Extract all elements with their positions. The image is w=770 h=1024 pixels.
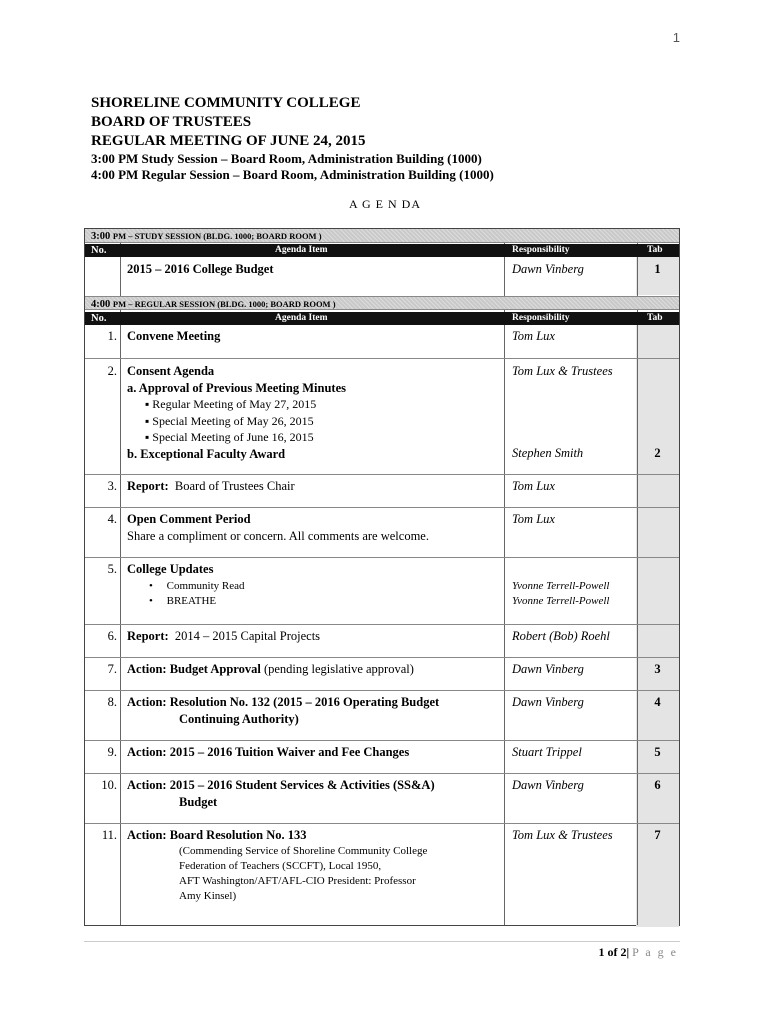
bullet-text: Community Read <box>166 579 245 592</box>
agenda-table <box>84 228 680 926</box>
item-text: Board of Trustees Chair <box>174 479 295 493</box>
agenda-item <box>127 511 497 544</box>
item-number: 5. <box>107 562 117 576</box>
agenda-item <box>127 561 497 609</box>
item-label: Action: Budget Approval <box>127 662 261 676</box>
item-text: (pending legislative approval) <box>263 662 414 676</box>
item-label: Report: <box>127 629 169 643</box>
col-no: No. <box>91 245 107 256</box>
col-agenda-item: Agenda Item <box>275 313 328 323</box>
item-number: 8. <box>107 695 117 709</box>
agenda-item <box>127 694 497 727</box>
item-title: Action: Board Resolution No. 133 <box>127 828 307 842</box>
agenda-item <box>127 661 497 678</box>
responsibility: Tom Lux <box>512 512 555 526</box>
table-row <box>85 823 679 928</box>
item-number: 6. <box>107 629 117 643</box>
regular-session-time: 4:00 PM Regular Session – Board Room, Administration Building (1000) <box>91 167 494 182</box>
page-label: P a g e <box>632 945 678 959</box>
item-number: 11. <box>101 828 117 842</box>
item-sub-b: b. Exceptional Faculty Award <box>127 446 286 461</box>
item-title: Action: Resolution No. 132 (2015 – 2016 Operating Budget <box>127 695 440 709</box>
bullet-item: ▪ Special Meeting of May 26, 2015 <box>145 413 314 428</box>
board-name: BOARD OF TRUSTEES <box>91 114 252 130</box>
agenda-item <box>127 777 497 810</box>
table-row <box>85 474 679 508</box>
study-column-headers <box>85 244 679 257</box>
responsibility: Dawn Vinberg <box>512 262 584 276</box>
table-row <box>85 740 679 774</box>
tab-number: 5 <box>654 745 661 759</box>
bullet-item: ▪ Regular Meeting of May 27, 2015 <box>145 397 317 411</box>
tab-number: 7 <box>654 828 661 842</box>
tab-number: 1 <box>654 262 661 276</box>
col-responsibility: Responsibility <box>512 313 570 323</box>
item-detail: Federation of Teachers (SCCFT), Local 1950, <box>179 859 382 872</box>
table-row <box>85 358 679 475</box>
tab-number: 6 <box>654 778 661 792</box>
tab-number: 2 <box>654 446 661 460</box>
agenda-item <box>127 628 497 645</box>
meeting-title: REGULAR MEETING OF JUNE 24, 2015 <box>91 133 366 149</box>
page-footer <box>598 945 678 960</box>
item-number: 4. <box>107 512 117 526</box>
responsibility: Yvonne Terrell-Powell <box>512 595 610 607</box>
page-count: 1 of 2 <box>598 945 627 959</box>
study-session-time: 3:00 PM Study Session – Board Room, Administration Building (1000) <box>91 151 482 166</box>
table-row <box>85 773 679 824</box>
item-label: Report: <box>127 479 169 493</box>
bullet-text: BREATHE <box>166 594 217 607</box>
regular-session-bar-time: 4:00 <box>91 299 111 310</box>
col-responsibility: Responsibility <box>512 245 570 255</box>
bullet-item: • BREATHE <box>149 594 217 607</box>
bullet-text: Special Meeting of May 26, 2015 <box>152 413 314 428</box>
table-row <box>85 690 679 741</box>
responsibility: Tom Lux & Trustees <box>512 828 613 842</box>
col-tab: Tab <box>647 245 663 255</box>
agenda-item <box>127 827 497 904</box>
item-number: 10. <box>101 778 117 792</box>
responsibility: Tom Lux & Trustees <box>512 364 613 378</box>
responsibility: Dawn Vinberg <box>512 778 584 792</box>
study-session-bar <box>85 229 679 243</box>
item-title: Action: 2015 – 2016 Student Services & Activities (SS&A) <box>127 778 435 792</box>
agenda-item: 2015 – 2016 College Budget <box>127 262 274 276</box>
responsibility: Stephen Smith <box>512 446 584 460</box>
tab-number: 3 <box>654 662 661 676</box>
agenda-item <box>127 363 497 462</box>
item-detail: (Commending Service of Shoreline Community College <box>179 844 428 857</box>
document-header <box>91 94 494 183</box>
table-row <box>85 257 679 295</box>
item-title: College Updates <box>127 562 214 576</box>
item-number: 9. <box>107 745 117 759</box>
regular-column-headers <box>85 312 679 325</box>
item-number: 1. <box>107 329 117 343</box>
bullet-text: Regular Meeting of May 27, 2015 <box>152 397 317 411</box>
page-number: 1 <box>672 30 680 45</box>
responsibility: Dawn Vinberg <box>512 662 584 676</box>
bullet-item: • Community Read <box>149 579 245 592</box>
item-text: 2014 – 2015 Capital Projects <box>174 629 321 643</box>
table-row <box>85 657 679 691</box>
agenda-item: Convene Meeting <box>127 329 221 343</box>
college-name: SHORELINE COMMUNITY COLLEGE <box>91 95 361 111</box>
item-title-continued: Budget <box>179 794 218 809</box>
responsibility: Yvonne Terrell-Powell <box>512 580 610 592</box>
footer-divider <box>84 941 680 942</box>
col-no: No. <box>91 313 107 324</box>
responsibility: Dawn Vinberg <box>512 695 584 709</box>
item-number: 2. <box>107 364 117 378</box>
tab-number: 4 <box>654 695 661 709</box>
table-row <box>85 507 679 558</box>
item-number: 7. <box>107 662 117 676</box>
item-title: Consent Agenda <box>127 364 215 378</box>
study-session-bar-label: PM – STUDY SESSION (BLDG. 1000; BOARD ROOM ) <box>112 231 322 241</box>
item-title-continued: Continuing Authority) <box>179 711 299 726</box>
responsibility: Robert (Bob) Roehl <box>512 629 610 643</box>
regular-session-bar-label: PM – REGULAR SESSION (BLDG. 1000; BOARD ROOM ) <box>112 299 336 309</box>
item-sub-a: a. Approval of Previous Meeting Minutes <box>127 380 346 395</box>
table-row <box>85 325 679 358</box>
item-number: 3. <box>107 479 117 493</box>
agenda-item: Action: 2015 – 2016 Tuition Waiver and Fee Changes <box>127 745 410 759</box>
responsibility: Stuart Trippel <box>512 745 582 759</box>
study-session-bar-time: 3:00 <box>91 231 111 242</box>
item-detail: Amy Kinsel) <box>179 889 237 902</box>
agenda-item <box>127 478 497 495</box>
col-agenda-item: Agenda Item <box>275 245 328 255</box>
table-row <box>85 557 679 625</box>
bullet-text: Special Meeting of June 16, 2015 <box>152 430 314 444</box>
col-tab: Tab <box>647 313 663 323</box>
footer-separator: | <box>626 945 630 959</box>
responsibility: Tom Lux <box>512 479 555 493</box>
responsibility: Tom Lux <box>512 329 555 343</box>
bullet-item: ▪ Special Meeting of June 16, 2015 <box>145 430 314 444</box>
item-title: Open Comment Period <box>127 512 251 526</box>
regular-session-bar <box>85 296 679 310</box>
item-detail: AFT Washington/AFT/AFL-CIO President: Professor <box>179 874 416 887</box>
table-row <box>85 624 679 658</box>
item-description: Share a compliment or concern. All comments are welcome. <box>127 528 429 543</box>
agenda-title: A G E N DA <box>349 197 421 211</box>
